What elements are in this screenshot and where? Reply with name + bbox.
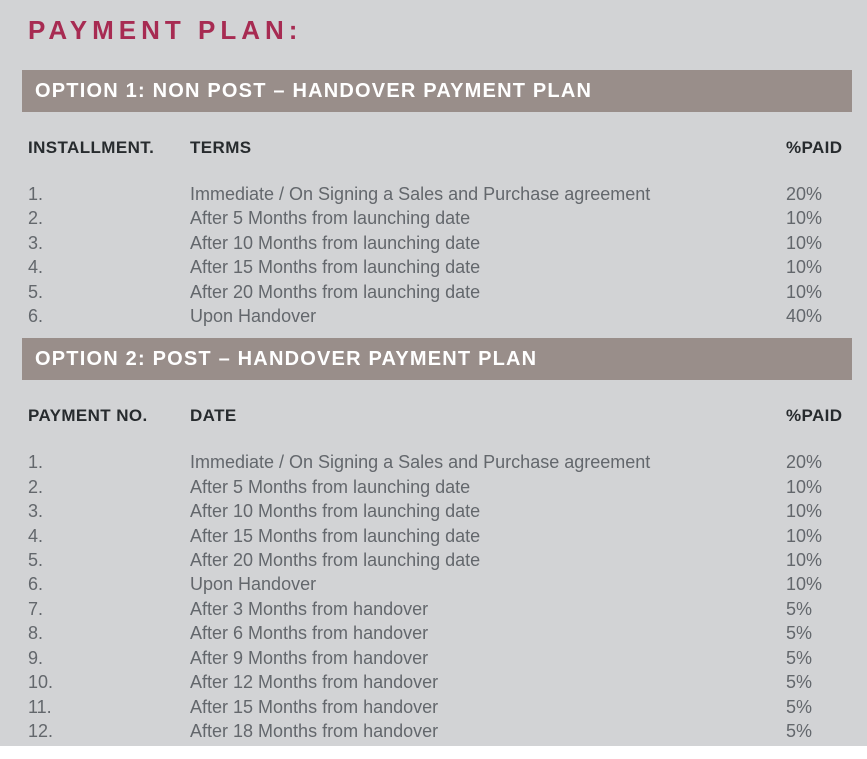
row-paid: 40% xyxy=(786,306,823,327)
row-paid: 5% xyxy=(786,672,813,693)
row-paid: 5% xyxy=(786,598,813,619)
table-row xyxy=(28,670,836,694)
row-terms: After 9 Months from handover xyxy=(190,647,429,668)
table-row xyxy=(28,695,836,719)
row-paid: 10% xyxy=(786,525,823,546)
row-number: 3. xyxy=(28,501,44,522)
table-row xyxy=(28,597,836,621)
row-terms: Upon Handover xyxy=(190,574,317,595)
option-1-banner: OPTION 1: NON POST – HANDOVER PAYMENT PLAN xyxy=(22,70,852,112)
row-number: 3. xyxy=(28,232,44,253)
row-paid: 10% xyxy=(786,574,823,595)
table-row xyxy=(28,621,836,645)
row-terms: After 10 Months from launching date xyxy=(190,501,481,522)
row-number: 11. xyxy=(28,696,52,717)
row-paid: 10% xyxy=(786,281,823,302)
row-terms: After 10 Months from launching date xyxy=(190,232,481,253)
row-paid: 10% xyxy=(786,501,823,522)
table-row xyxy=(28,231,836,255)
option-1-rows xyxy=(28,182,836,328)
row-number: 1. xyxy=(28,184,44,204)
row-paid: 10% xyxy=(786,476,823,497)
table-row xyxy=(28,206,836,230)
row-number: 4. xyxy=(28,525,44,546)
row-paid: 10% xyxy=(786,208,823,229)
row-number: 8. xyxy=(28,623,44,644)
row-terms: After 18 Months from handover xyxy=(190,720,439,741)
table-row xyxy=(28,499,836,523)
row-number: 6. xyxy=(28,306,44,327)
row-number: 9. xyxy=(28,647,44,668)
row-paid: 10% xyxy=(786,232,823,253)
option-2-section xyxy=(28,338,843,743)
row-number: 2. xyxy=(28,208,44,229)
table-row xyxy=(28,450,836,474)
row-number: 5. xyxy=(28,550,44,571)
table-row xyxy=(28,572,836,596)
row-number: 10. xyxy=(28,672,54,693)
row-paid: 20% xyxy=(786,184,823,204)
row-terms: After 15 Months from handover xyxy=(190,696,439,717)
row-number: 7. xyxy=(28,598,44,619)
row-paid: 10% xyxy=(786,257,823,278)
row-terms: After 15 Months from launching date xyxy=(190,525,481,546)
row-terms: Immediate / On Signing a Sales and Purchase agreement xyxy=(190,452,651,473)
row-terms: Upon Handover xyxy=(190,306,317,327)
row-terms: After 12 Months from handover xyxy=(190,672,439,693)
table-row xyxy=(28,548,836,572)
option-2-banner: OPTION 2: POST – HANDOVER PAYMENT PLAN xyxy=(22,338,852,380)
table-row xyxy=(28,255,836,279)
option-2-rows xyxy=(28,450,836,743)
table-row xyxy=(28,304,836,328)
row-terms: After 15 Months from launching date xyxy=(190,257,481,278)
table-row xyxy=(28,280,836,304)
row-terms: After 6 Months from handover xyxy=(190,623,429,644)
table-row xyxy=(28,524,836,548)
row-paid: 20% xyxy=(786,452,823,473)
row-terms: Immediate / On Signing a Sales and Purchase agreement xyxy=(190,184,651,204)
column-header-paid: %PAID xyxy=(786,406,843,426)
row-terms: After 5 Months from launching date xyxy=(190,476,471,497)
row-terms: After 3 Months from handover xyxy=(190,598,429,619)
table-row xyxy=(28,719,836,743)
table-row xyxy=(28,646,836,670)
column-header-payment-no: PAYMENT NO. xyxy=(28,406,148,426)
row-number: 1. xyxy=(28,452,44,473)
column-header-date: DATE xyxy=(190,406,237,426)
row-paid: 5% xyxy=(786,696,813,717)
row-paid: 5% xyxy=(786,647,813,668)
column-header-terms: TERMS xyxy=(190,138,252,157)
row-paid: 5% xyxy=(786,720,813,741)
row-paid: 10% xyxy=(786,550,823,571)
row-number: 12. xyxy=(28,720,54,741)
row-terms: After 20 Months from launching date xyxy=(190,550,481,571)
row-terms: After 20 Months from launching date xyxy=(190,281,481,302)
table-row xyxy=(28,182,836,206)
row-paid: 5% xyxy=(786,623,813,644)
table-row xyxy=(28,475,836,499)
page-title: PAYMENT PLAN: xyxy=(28,15,303,45)
row-number: 6. xyxy=(28,574,44,595)
row-terms: After 5 Months from launching date xyxy=(190,208,471,229)
option-2-header-row xyxy=(28,406,843,426)
row-number: 4. xyxy=(28,257,44,278)
row-number: 5. xyxy=(28,281,44,302)
option-1-section xyxy=(28,70,843,328)
column-header-paid: %PAID xyxy=(786,138,843,157)
footer-strip xyxy=(0,746,867,759)
row-number: 2. xyxy=(28,476,44,497)
option-1-header-row xyxy=(28,138,843,158)
column-header-installment: INSTALLMENT. xyxy=(28,138,155,157)
